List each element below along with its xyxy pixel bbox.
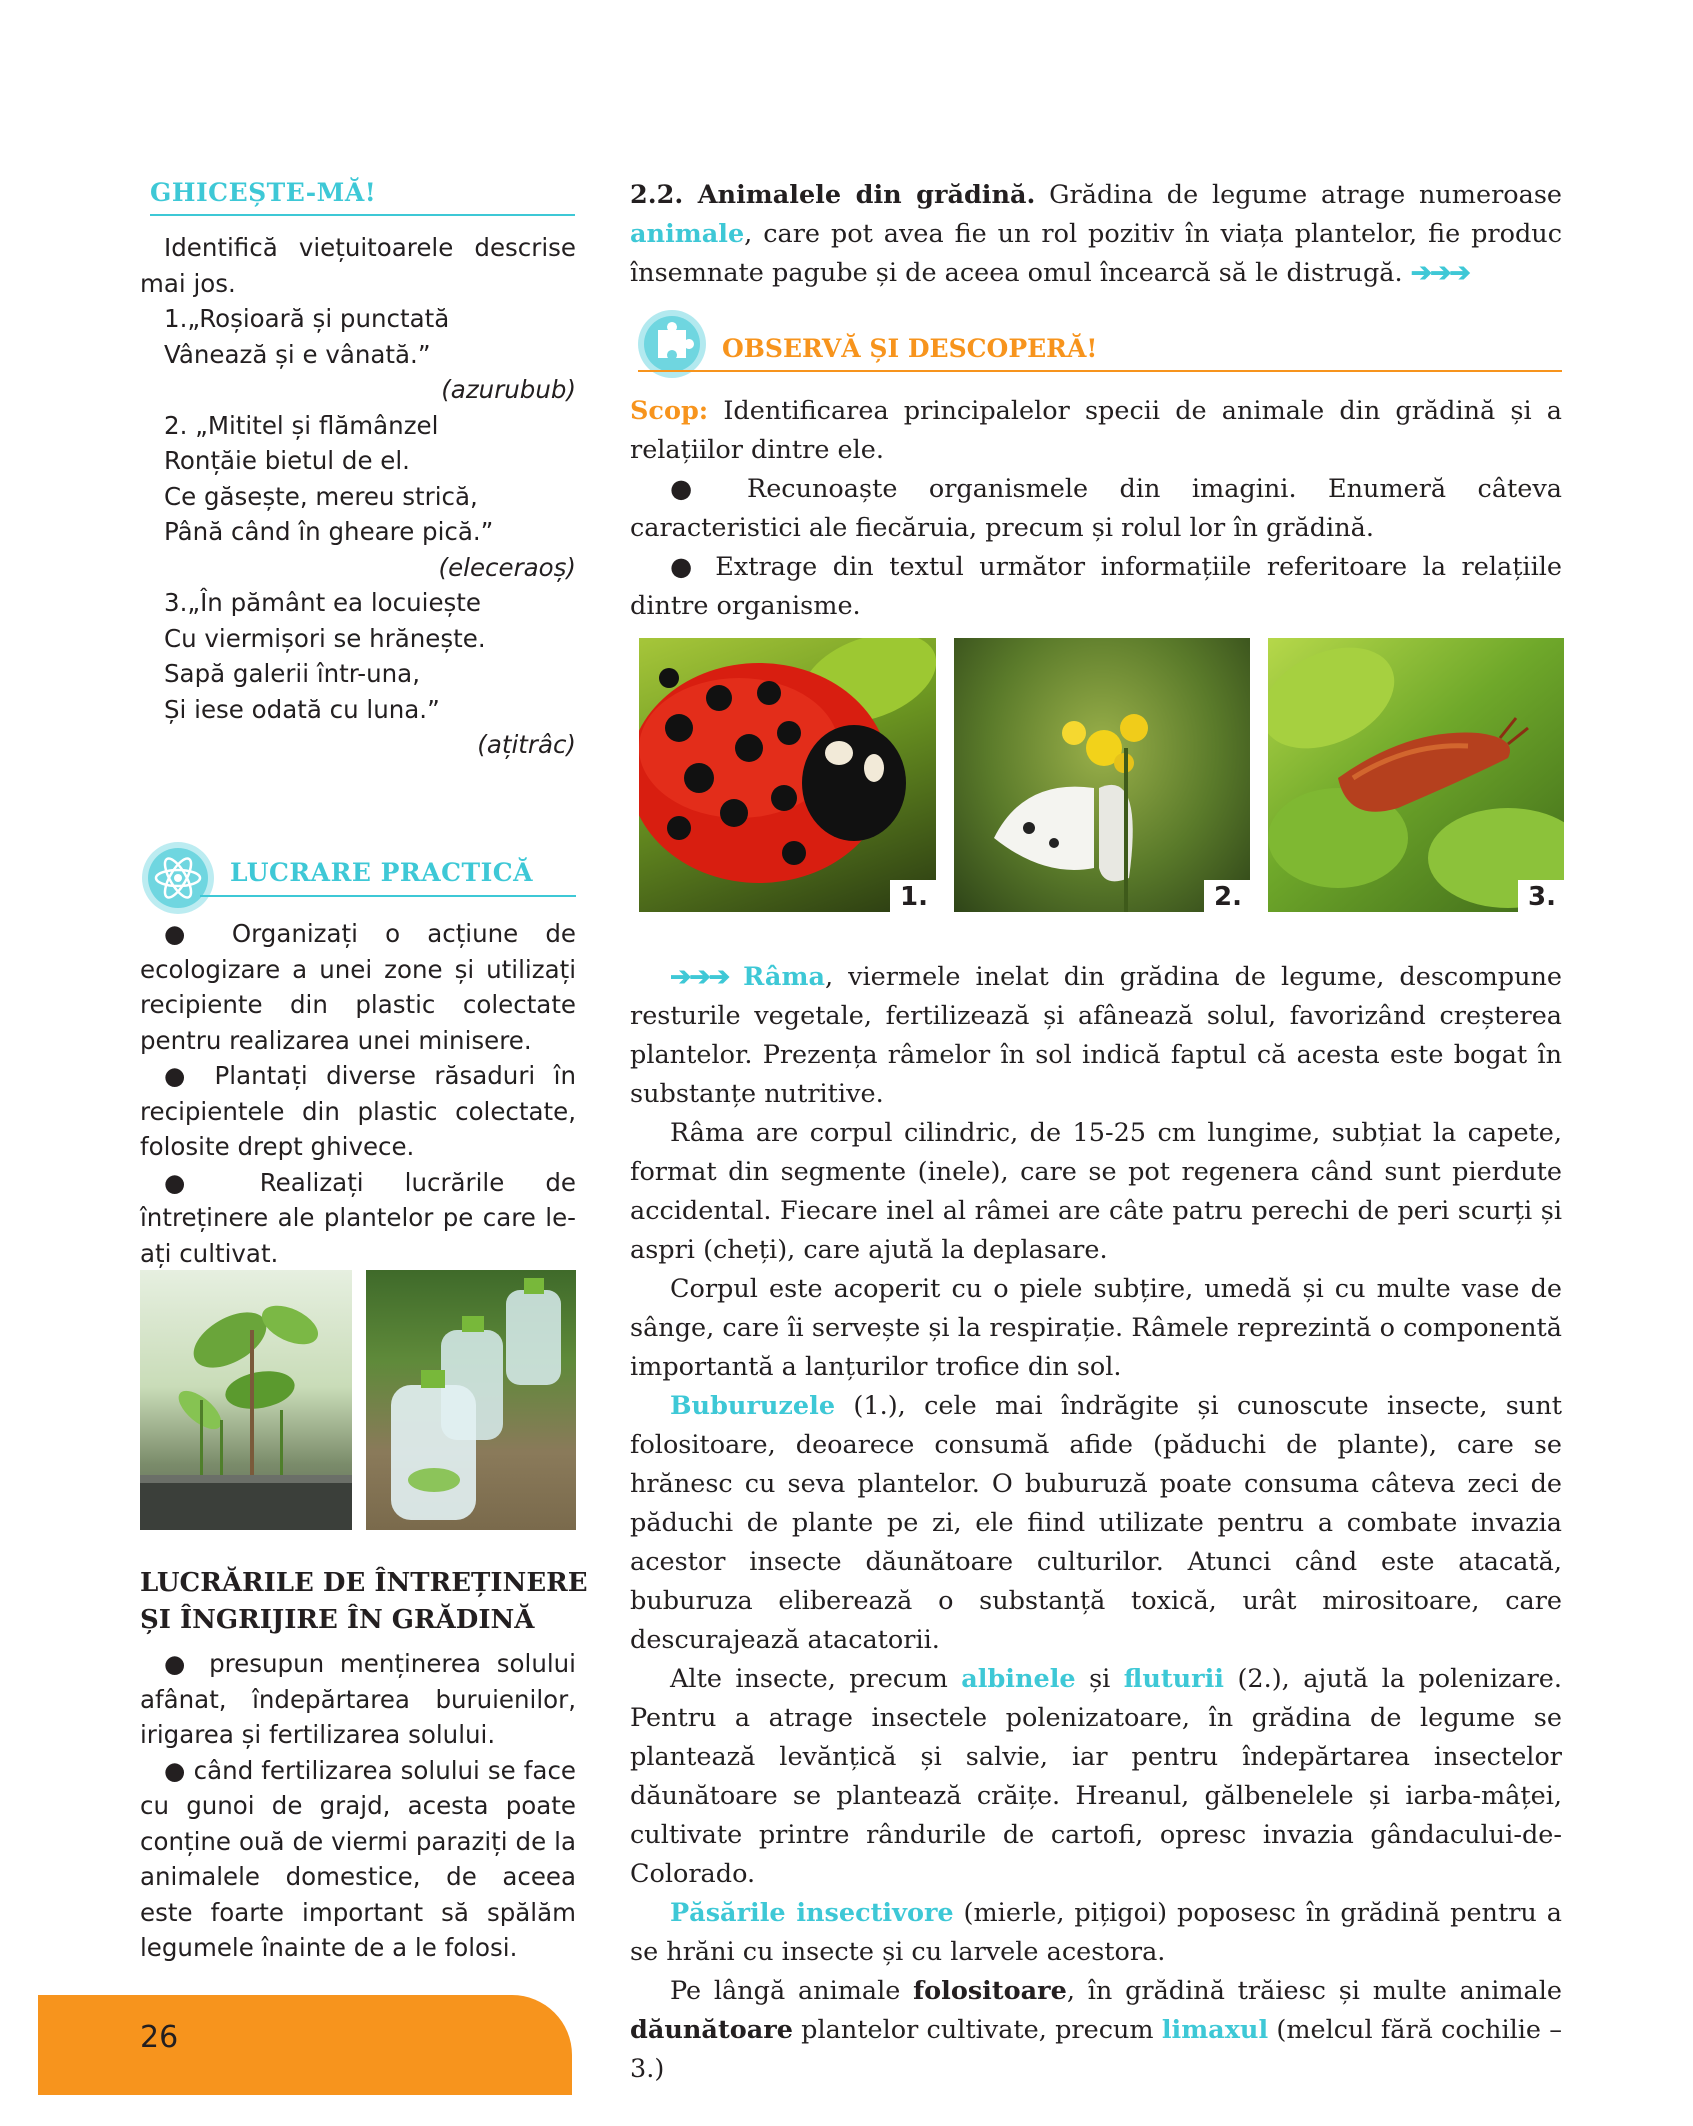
riddle-title: GHICEȘTE-MĂ! xyxy=(150,178,377,207)
riddle-3-line-4: Și iese odată cu luna.” xyxy=(164,694,440,724)
riddle-2-line-4: Până când în gheare pică.” xyxy=(164,517,494,546)
paragraph-4: (1.), cele mai îndrăgite și cunoscute insecte, sunt folositoare, deoarece consumă afide (păduchi de plante), care se hrănesc cu seva plantelor. O buburuză poate consuma câteva zeci de păduchi de plante pe zi, ele fiind utilizate pentru a combate invazia acestor insecte dăunătoare culturilor. Atunci când este atacată, buburuza eliberează o substanță toxică, urât mirositoare, care descurajează atacatorii. xyxy=(630,1391,1562,1655)
practica-title: LUCRARE PRACTICĂ xyxy=(230,858,534,887)
riddle-1-answer: (azurubub) xyxy=(441,375,576,404)
paragraph-5-b: și xyxy=(1075,1664,1124,1694)
photo-number-2: 2. xyxy=(1204,880,1250,912)
practica-bullet-2: ● Plantați diverse răsaduri în recipientele din plastic colectate, folosite drept ghivece. xyxy=(140,1061,576,1161)
body-text xyxy=(630,958,1562,2089)
riddle-block xyxy=(140,230,576,763)
riddle-1-line-2: Vânează și e vânată.” xyxy=(164,339,431,369)
buburuze-highlight: Buburuzele xyxy=(670,1391,836,1421)
riddle-title-rule xyxy=(150,214,575,216)
observa-title-rule xyxy=(638,370,1562,372)
paragraph-5-a: Alte insecte, precum xyxy=(670,1664,962,1694)
lucrari-title xyxy=(140,1565,588,1639)
observa-block xyxy=(630,392,1562,626)
daunatoare-bold: dăunătoare xyxy=(630,2015,793,2045)
fluturii-highlight: fluturii xyxy=(1123,1664,1224,1694)
paragraph-6: (mierle, pițigoi) poposesc în grădină pentru a se hrăni cu insecte și cu larvele acestora. xyxy=(630,1898,1562,1967)
slug-photo xyxy=(1268,638,1564,912)
rama-highlight: Râma xyxy=(743,962,825,992)
paragraph-7-d: plantelor cultivate, precum xyxy=(792,2015,1162,2045)
intro-paragraph xyxy=(630,176,1562,293)
paragraph-3: Corpul este acoperit cu o piele subțire, umedă și cu multe vase de sânge, care îi servește și la respirație. Râmele reprezintă o componentă importantă a lanțurilor trofice din sol. xyxy=(630,1274,1562,1382)
observa-bullet-2: ● Extrage din textul următor informațiile referitoare la relațiile dintre organisme. xyxy=(630,552,1562,621)
seedlings-photo xyxy=(140,1270,352,1530)
page-number: 26 xyxy=(140,2020,179,2055)
atom-icon xyxy=(140,838,220,918)
paragraph-7-c: , în grădină trăiesc și multe animale xyxy=(1066,1976,1562,2006)
paragraph-1: , viermele inelat din grădina de legume, descompune resturile vegetale, fertilizează și afânează solul, favorizând creșterea plantelor. Prezența râmelor în sol indică faptul că acesta este bogat în substanțe nutritive. xyxy=(630,962,1563,1109)
lucrari-block xyxy=(140,1646,576,1966)
practica-block xyxy=(140,916,576,1271)
paragraph-7-a: Pe lângă animale xyxy=(670,1976,914,2006)
riddle-2-line-2: Ronțăie bietul de el. xyxy=(164,446,410,475)
riddle-2-line-1: 2. „Mititel și flămânzel xyxy=(164,410,439,440)
observa-title: OBSERVĂ ȘI DESCOPERĂ! xyxy=(722,334,1098,363)
practica-bullet-3: ● Realizați lucrările de întreținere ale plantelor pe care le-ați cultivat. xyxy=(140,1167,576,1268)
butterfly-photo xyxy=(954,638,1250,912)
intro-highlight: animale xyxy=(630,219,745,249)
folositoare-bold: folositoare xyxy=(913,1976,1067,2006)
riddle-2-line-3: Ce găsește, mereu strică, xyxy=(164,481,478,511)
lucrari-title-line-2: ȘI ÎNGRIJIRE ÎN GRĂDINĂ xyxy=(140,1605,535,1635)
riddle-intro: Identifică viețuitoarele descrise mai jos. xyxy=(140,233,576,298)
riddle-3-line-3: Sapă galerii într-una, xyxy=(164,659,420,688)
practica-title-rule xyxy=(200,895,576,897)
scop-label: Scop: xyxy=(630,396,709,426)
footer-band xyxy=(38,1995,572,2095)
observa-bullet-1: ● Recunoaște organismele din imagini. Enumeră câteva caracteristici ale fiecăruia, precum și rolul lor în grădină. xyxy=(630,474,1562,543)
riddle-2-answer: (eleceraoș) xyxy=(438,552,576,582)
practica-bullet-1: ● Organizați o acțiune de ecologizare a unei zone și utilizați recipiente din plastic colectate pentru realizarea unei minisere. xyxy=(140,919,576,1055)
paragraph-7-e: (melcul fără cochilie – 3.) xyxy=(630,2015,1562,2084)
section-heading: 2.2. Animalele din grădină. xyxy=(630,180,1036,210)
pasari-highlight: Păsările insectivore xyxy=(670,1898,954,1928)
intro-text-b: , care pot avea fie un rol pozitiv în viața plantelor, fie produc însemnate pagube și de aceea omul încearcă să le distrugă. xyxy=(630,219,1562,288)
paragraph-5-c: (2.), ajută la polenizare. Pentru a atrage insectele polenizatoare, în grădina de legume se plantează levănțică și salvie, iar pentru îndepărtarea insectelor dăunătoare se plantează crăițe. Hreanul, gălbenelele și iarba-mâței, cultivate printre rândurile de cartofi, opresc invazia gândacului-de-Colorado. xyxy=(630,1664,1562,1889)
scop-text: Identificarea principalelor specii de animale din grădină și a relațiilor dintre ele. xyxy=(630,396,1562,465)
riddle-1-line-1: 1.„Roșioară și punctată xyxy=(164,304,450,333)
riddle-3-line-1: 3.„În pământ ea locuiește xyxy=(164,588,481,617)
paragraph-2: Râma are corpul cilindric, de 15-25 cm lungime, subțiat la capete, format din segmente (inele), care se pot regenera când sunt pierdute accidental. Fiecare inel al râmei are câte patru perechi de peri scurți și aspri (cheți), care ajută la deplasare. xyxy=(630,1118,1562,1265)
lucrari-bullet-1: ● presupun menținerea solului afânat, îndepărtarea buruienilor, irigarea și fertilizarea solului. xyxy=(140,1649,576,1749)
arrow-icon: ➔➔➔ xyxy=(670,962,729,992)
lucrari-bullet-2: ● când fertilizarea solului se face cu gunoi de grajd, acesta poate conține ouă de viermi paraziți de la animalele domestice, de aceea este foarte important să spălăm legumele înainte de a le folosi. xyxy=(140,1755,576,1962)
albinele-highlight: albinele xyxy=(961,1664,1076,1694)
intro-text-a: Grădina de legume atrage numeroase xyxy=(1035,180,1563,210)
photo-number-1: 1. xyxy=(890,880,936,912)
riddle-3-line-2: Cu viermișori se hrănește. xyxy=(164,623,486,653)
limaxul-highlight: limaxul xyxy=(1161,2015,1269,2045)
lucrari-title-line-1: LUCRĂRILE DE ÎNTREȚINERE xyxy=(140,1568,588,1598)
arrow-icon: ➔➔➔ xyxy=(1410,258,1469,288)
photo-number-3: 3. xyxy=(1518,880,1564,912)
ladybug-photo xyxy=(639,638,936,912)
riddle-3-answer: (ațitrâc) xyxy=(477,730,576,759)
plastic-bottles-photo xyxy=(366,1270,576,1530)
